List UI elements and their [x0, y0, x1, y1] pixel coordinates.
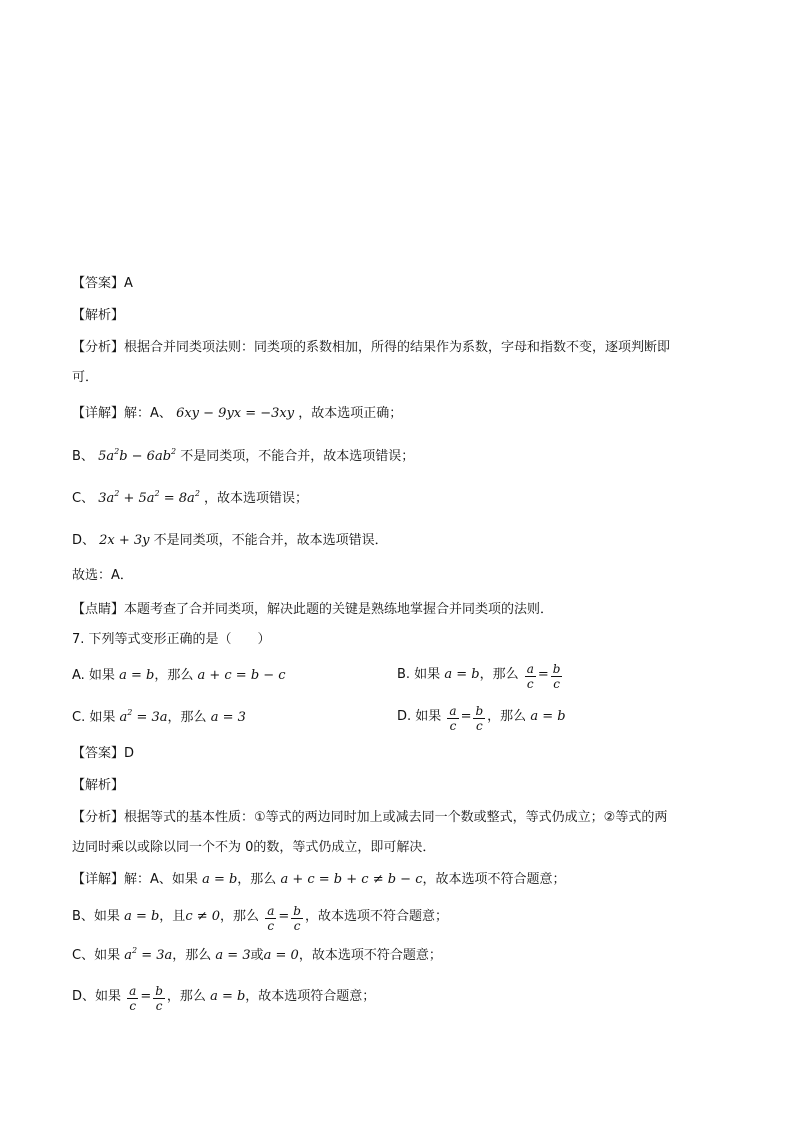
opt-c-prefix: C. 如果: [72, 710, 116, 725]
fenxi-text-cont: 边同时乘以或除以同一个不为 0的数，等式仍成立，即可解决．: [72, 840, 436, 855]
detail-c-result1: a = 3: [215, 948, 251, 963]
opt-d-result: a = b: [530, 709, 566, 724]
detail-c-prefix: C、: [72, 491, 95, 506]
opt-c-cond: $a^2 = 3a$: [119, 708, 168, 725]
answer-tag: 【答案】: [72, 746, 125, 761]
opt-a-mid: ，那么: [154, 668, 194, 683]
detail-d-suffix: 不是同类项，不能合并，故本选项错误．: [153, 533, 388, 548]
detail-d-frac-b: $\frac{b}{c}$: [155, 984, 163, 1013]
q7-option-b: B. 如果 a = b，那么 $\frac{a}{c}$ = $\frac{b}{c}$: [397, 662, 561, 691]
analysis-tag: 【解析】: [72, 308, 125, 323]
detail-d-frac-a: $\frac{a}{c}$: [129, 984, 137, 1013]
detail-b-suffix: ，故本选项不符合题意；: [304, 909, 448, 924]
q7-option-a: [72, 666, 286, 686]
q6-choice: [72, 566, 732, 586]
fenxi-text: 根据合并同类项法则：同类项的系数相加，所得的结果作为系数，字母和指数不变，逐项判断即: [124, 340, 671, 355]
detail-b-frac-a: $\frac{a}{c}$: [267, 904, 275, 933]
detail-a-prefix: 解：A、: [124, 406, 172, 421]
fenxi-text-cont: 可．: [72, 370, 99, 385]
detail-d-prefix: D、: [72, 533, 96, 548]
opt-b-prefix: B. 如果: [397, 667, 441, 682]
opt-b-mid: ，那么: [479, 667, 519, 682]
detail-b-math: $5a^2b - 6ab^2$: [98, 447, 177, 464]
opt-a-prefix: A. 如果: [72, 668, 115, 683]
detail-a-cond: a = b: [202, 872, 238, 887]
q7-analysis-tag: [72, 776, 732, 796]
opt-b-frac-a: $\frac{a}{c}$: [526, 662, 534, 691]
opt-c-mid: ，那么: [167, 710, 207, 725]
answer-tag: 【答案】: [72, 276, 125, 291]
detail-c-or: 或: [250, 948, 264, 963]
detail-d-result: a = b: [210, 989, 246, 1004]
detail-d-math: 2x + 3y: [99, 533, 150, 548]
detail-c-suffix: ，故本选项错误；: [204, 491, 309, 506]
detail-b-mid2: ，那么: [220, 909, 260, 924]
q7-answer-line: [72, 744, 732, 764]
detail-a-suffix: ，故本选项不符合题意；: [422, 872, 566, 887]
q7-stem: [72, 630, 732, 650]
q6-fenxi-line1: [72, 338, 732, 358]
opt-d-frac-a: $\frac{a}{c}$: [449, 704, 457, 733]
detail-a-math: 6xy − 9yx = −3xy: [176, 406, 295, 421]
q6-comment: [72, 600, 732, 620]
opt-b-frac-b: $\frac{b}{c}$: [552, 662, 561, 691]
detail-a-mid: ，那么: [237, 872, 277, 887]
q7-detail-b: B、如果 a = b，且c ≠ 0，那么 $\frac{a}{c}$ = $\frac{b}{c}$ ，故本选项不符合题意；: [72, 904, 448, 933]
detail-c-cond: $a^2 = 3a$: [124, 946, 173, 963]
detail-d-prefix: D、如果: [72, 989, 122, 1004]
fenxi-tag: 【分析】: [72, 810, 125, 825]
detail-b-frac-b: $\frac{b}{c}$: [293, 904, 301, 933]
opt-c-result: a = 3: [210, 710, 246, 725]
comment-text: 本题考查了合并同类项，解决此题的关键是熟练地掌握合并同类项的法则．: [124, 602, 554, 617]
detail-tag: 【详解】: [72, 872, 125, 887]
detail-a-suffix: ，故本选项正确；: [298, 406, 403, 421]
q6-detail-b: [72, 447, 732, 467]
detail-c-result2: a = 0: [263, 948, 299, 963]
detail-b-cond2: c ≠ 0: [185, 909, 221, 924]
opt-d-mid: ，那么: [487, 709, 527, 724]
q7-detail-d: D、如果 $\frac{a}{c}$ = $\frac{b}{c}$ ，那么 a = b，故本选项符合题意；: [72, 984, 376, 1013]
detail-c-prefix: C、如果: [72, 948, 121, 963]
q7-fenxi-line2: [72, 838, 732, 858]
detail-a-prefix: 解：A、如果: [124, 872, 198, 887]
q6-detail-a: [72, 404, 732, 424]
opt-d-prefix: D. 如果: [397, 709, 442, 724]
detail-b-mid1: ，且: [159, 909, 186, 924]
q6-analysis-tag: [72, 306, 732, 326]
comment-tag: 【点睛】: [72, 602, 125, 617]
opt-a-cond: a = b: [119, 668, 155, 683]
analysis-tag: 【解析】: [72, 778, 125, 793]
detail-b-cond: a = b: [124, 909, 160, 924]
q7-detail-c: [72, 946, 732, 966]
q7-option-c: [72, 708, 246, 728]
q6-detail-c: [72, 489, 732, 509]
fenxi-tag: 【分析】: [72, 340, 125, 355]
opt-d-frac-b: $\frac{b}{c}$: [475, 704, 484, 733]
opt-a-result: a + c = b − c: [197, 668, 286, 683]
detail-d-mid: ，那么: [166, 989, 206, 1004]
question-stem: 7. 下列等式变形正确的是（ ）: [72, 632, 271, 647]
q7-detail-a: [72, 870, 732, 890]
answer-value: D: [124, 746, 135, 761]
answer-value: A: [124, 276, 133, 291]
detail-b-suffix: 不是同类项，不能合并，故本选项错误；: [180, 449, 415, 464]
q7-fenxi-line1: [72, 808, 732, 828]
detail-d-suffix: ，故本选项符合题意；: [245, 989, 376, 1004]
detail-a-result: a + c = b + c ≠ b − c: [280, 872, 423, 887]
detail-tag: 【详解】: [72, 406, 125, 421]
q6-detail-d: [72, 531, 732, 551]
detail-b-prefix: B、如果: [72, 909, 120, 924]
detail-c-suffix: ，故本选项不符合题意；: [298, 948, 442, 963]
detail-b-prefix: B、: [72, 449, 94, 464]
choice-text: 故选：A．: [72, 568, 133, 583]
fenxi-text: 根据等式的基本性质：①等式的两边同时加上或减去同一个数或整式，等式仍成立；②等式的两: [124, 810, 668, 825]
detail-c-mid: ，那么: [172, 948, 212, 963]
q6-fenxi-line2: [72, 368, 732, 388]
q7-option-d: D. 如果 $\frac{a}{c}$ = $\frac{b}{c}$ ，那么 a = b: [397, 704, 566, 733]
detail-c-math: $3a^2 + 5a^2 = 8a^2$: [98, 489, 200, 506]
opt-b-cond: a = b: [444, 667, 480, 682]
q6-answer-line: [72, 274, 732, 294]
